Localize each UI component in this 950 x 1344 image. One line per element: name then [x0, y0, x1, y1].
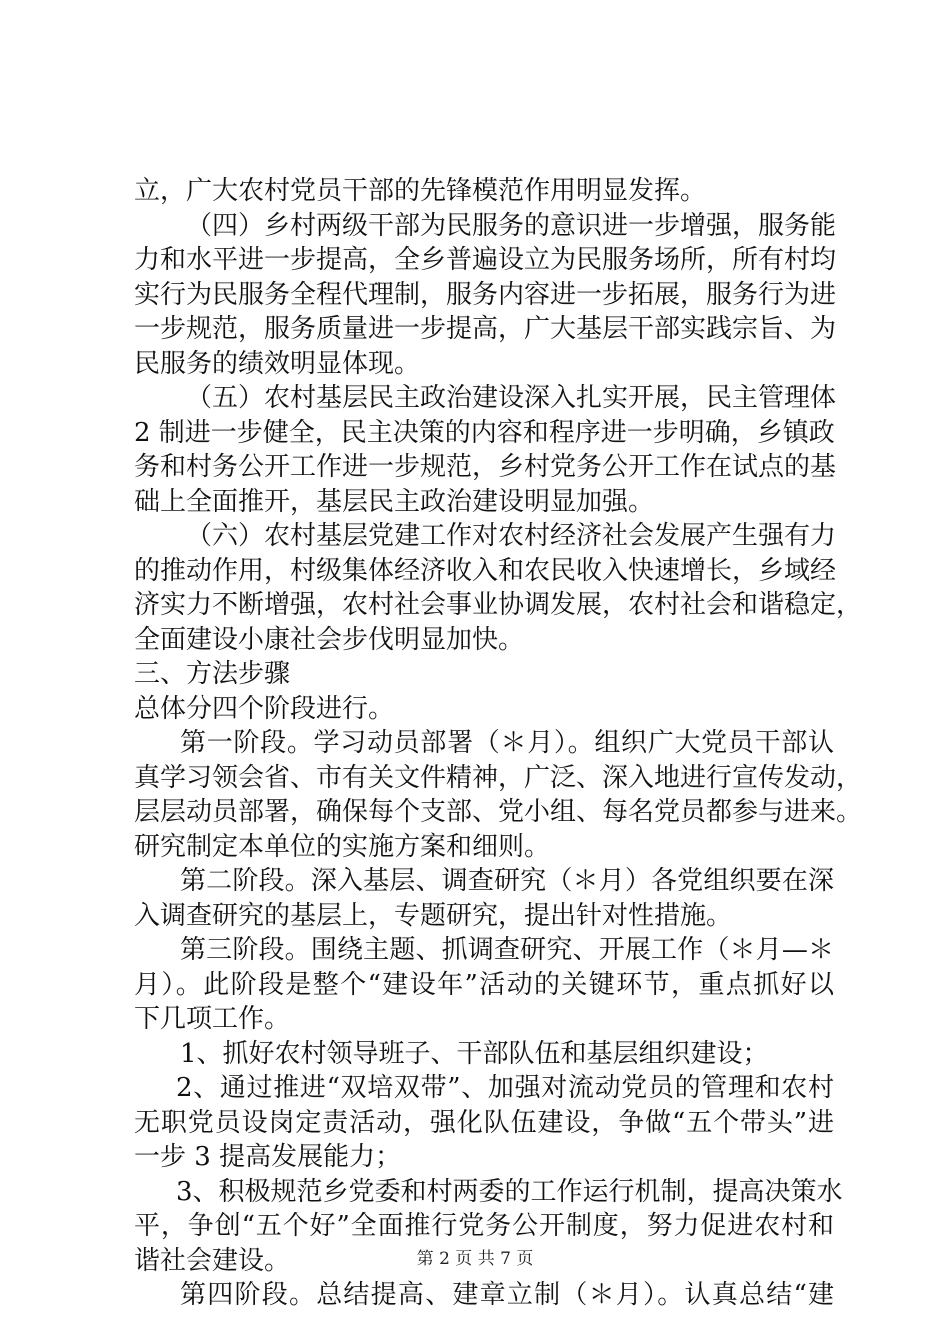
text-line: 立，广大农村党员干部的先锋模范作用明显发挥。 [134, 176, 707, 206]
text-line: 民服务的绩效明显体现。 [134, 348, 421, 379]
text-line: 平，争创“五个好”全面推行党务公开制度，努力促进农村和 [134, 1211, 834, 1241]
text-line: 济实力不断增强，农村社会事业协调发展，农村社会和谐稳定， [134, 590, 863, 620]
text-line: （四）乡村两级干部为民服务的意识进一步增强，服务能 [186, 210, 837, 241]
text-line: 实行为民服务全程代理制，服务内容进一步拓展，服务行为进 [134, 279, 837, 310]
text-line: 下几项工作。 [134, 1004, 291, 1034]
text-line: 三、方法步骤 [134, 659, 291, 689]
text-line: 总体分四个阶段进行。 [134, 693, 395, 724]
text-line: 第二阶段。深入基层、调查研究（＊月）各党组织要在深 [180, 866, 834, 896]
text-line: 2、通过推进“双培双带”、加强对流动党员的管理和农村 [176, 1073, 834, 1103]
text-line: 一步 3 提高发展能力； [134, 1142, 402, 1172]
text-line: 无职党员设岗定责活动，强化队伍建设，争做“五个带头”进 [134, 1107, 834, 1138]
text-line: 力和水平进一步提高，全乡普遍设立为民服务场所，所有村均 [134, 245, 837, 275]
text-line: 的推动作用，村级集体经济收入和农民收入快速增长，乡域经 [134, 555, 837, 586]
text-line: 础上全面推开，基层民主政治建设明显加强。 [134, 486, 655, 517]
text-line: 第三阶段。围绕主题、抓调查研究、开展工作（＊月—＊ [180, 935, 834, 965]
text-line: 务和村务公开工作进一步规范，乡村党务公开工作在试点的基 [134, 452, 837, 482]
text-line: 全面建设小康社会步伐明显加快。 [134, 624, 525, 655]
page-footer: 第 2 页 共 7 页 [416, 1249, 534, 1269]
text-line: 1、抓好农村领导班子、干部队伍和基层组织建设； [180, 1038, 769, 1069]
text-line: 一步规范，服务质量进一步提高，广大基层干部实践宗旨、为 [134, 314, 837, 344]
text-line: 第四阶段。总结提高、建章立制（＊月）。认真总结“建 [180, 1280, 834, 1310]
text-line: 第一阶段。学习动员部署（＊月）。组织广大党员干部认 [180, 728, 834, 758]
text-line: 谐社会建设。 [134, 1245, 291, 1276]
text-line: 3、积极规范乡党委和村两委的工作运行机制，提高决策水 [176, 1176, 843, 1207]
text-line: 2 制进一步健全，民主决策的内容和程序进一步明确，乡镇政 [134, 417, 835, 448]
text-line: 月）。此阶段是整个“建设年”活动的关键环节，重点抓好以 [134, 969, 834, 1000]
text-line: 真学习领会省、市有关文件精神，广泛、深入地进行宣传发动， [134, 762, 863, 793]
text-line: （五）农村基层民主政治建设深入扎实开展，民主管理体 [186, 383, 837, 413]
document-body [134, 174, 863, 1313]
text-line: 研究制定本单位的实施方案和细则。 [134, 831, 551, 862]
text-line: 层层动员部署，确保每个支部、党小组、每名党员都参与进来。 [134, 797, 863, 827]
text-line: （六）农村基层党建工作对农村经济社会发展产生强有力 [186, 521, 837, 551]
text-line: 入调查研究的基层上，专题研究，提出针对性措施。 [134, 900, 733, 931]
